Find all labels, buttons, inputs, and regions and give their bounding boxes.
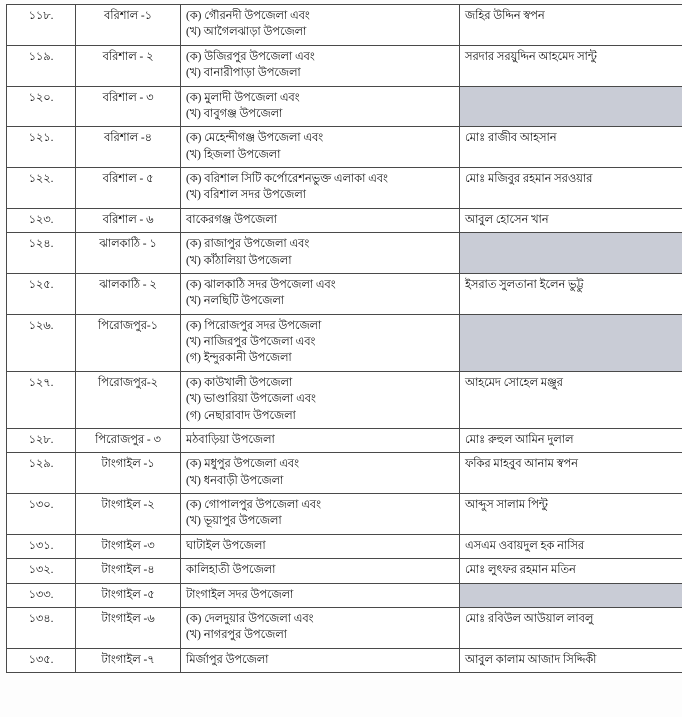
candidate-name-cell-empty	[460, 314, 682, 371]
candidate-name-cell: ফকির মাহবুব আনাম স্বপন	[460, 453, 682, 494]
constituency-table	[6, 4, 682, 673]
blank-placeholder	[465, 587, 682, 601]
area-cell	[181, 273, 460, 314]
serial-cell: ১২১.	[7, 127, 76, 168]
candidate-name-cell: মোঃ রুহুল আমিন দুলাল	[460, 428, 682, 452]
constituency-cell: বরিশাল - ৬	[76, 208, 181, 232]
serial-cell: ১২২.	[7, 168, 76, 209]
area-line: (খ) ভাণ্ডারিয়া উপজেলা এবং	[186, 393, 316, 406]
table-row	[7, 208, 682, 232]
table-row	[7, 534, 682, 558]
area-line: (ক) ঝালকাঠি সদর উপজেলা এবং	[186, 278, 336, 291]
table-row	[7, 607, 682, 648]
area-line: (ক) মধুপুর উপজেলা এবং	[186, 458, 299, 471]
table-row	[7, 314, 682, 371]
area-cell	[181, 86, 460, 127]
serial-cell: ১২৬.	[7, 314, 76, 371]
area-line: (খ) ধনবাড়ী উপজেলা	[186, 474, 284, 487]
candidate-name-cell-empty	[460, 583, 682, 607]
constituency-cell: টাংগাইল -১	[76, 453, 181, 494]
candidate-name-cell-empty	[460, 86, 682, 127]
area-line: (খ) বরিশাল সদর উপজেলা	[186, 189, 306, 202]
table-row	[7, 559, 682, 583]
serial-cell: ১১৮.	[7, 5, 76, 46]
area-line: (গ) ইন্দুরকানী উপজেলা	[186, 352, 292, 365]
candidate-name-cell: ইসরাত সুলতানা ইলেন ভুট্টু	[460, 273, 682, 314]
constituency-cell: টাংগাইল -৬	[76, 607, 181, 648]
blank-placeholder	[465, 90, 682, 104]
candidate-name-cell: জহির উদ্দিন স্বপন	[460, 5, 682, 46]
serial-cell: ১৩৩.	[7, 583, 76, 607]
serial-cell: ১২০.	[7, 86, 76, 127]
serial-cell: ১২৩.	[7, 208, 76, 232]
area-line: (খ) নলছিটি উপজেলা	[186, 295, 285, 308]
area-cell	[181, 208, 460, 232]
table-row	[7, 45, 682, 86]
serial-cell: ১২৯.	[7, 453, 76, 494]
area-cell	[181, 168, 460, 209]
candidate-name-cell: আহমেদ সোহেল মঞ্জুর	[460, 371, 682, 428]
area-cell	[181, 428, 460, 452]
constituency-cell: ঝালকাঠি - ১	[76, 233, 181, 274]
constituency-cell: টাংগাইল -৫	[76, 583, 181, 607]
serial-cell: ১২৮.	[7, 428, 76, 452]
serial-cell: ১২৪.	[7, 233, 76, 274]
area-line: মঠবাড়িয়া উপজেলা	[186, 433, 275, 446]
area-cell	[181, 453, 460, 494]
area-cell	[181, 5, 460, 46]
area-cell	[181, 559, 460, 583]
area-line: ঘাটাইল উপজেলা	[186, 539, 266, 552]
area-line: (ক) গৌরনদী উপজেলা এবং	[186, 10, 310, 22]
blank-placeholder	[465, 236, 682, 250]
area-cell	[181, 583, 460, 607]
table-row	[7, 233, 682, 274]
candidate-name-cell: মোঃ লুৎফর রহমান মতিন	[460, 559, 682, 583]
blank-placeholder	[465, 318, 682, 332]
constituency-cell: টাংগাইল -২	[76, 494, 181, 535]
candidate-name-cell: মোঃ রাজীব আহসান	[460, 127, 682, 168]
area-line: বাকেরগঞ্জ উপজেলা	[186, 213, 277, 226]
candidate-name-cell-empty	[460, 233, 682, 274]
area-line: টাংগাইল সদর উপজেলা	[186, 588, 294, 601]
candidate-name-cell: মোঃ রবিউল আউয়াল লাবলু	[460, 607, 682, 648]
area-line: (খ) বানারীপাড়া উপজেলা	[186, 67, 301, 80]
table-row	[7, 648, 682, 672]
constituency-cell: বরিশাল -৪	[76, 127, 181, 168]
area-line: (খ) হিজলা উপজেলা	[186, 148, 281, 161]
area-line: (গ) নেছারাবাদ উপজেলা	[186, 409, 296, 422]
candidate-name-cell: এসএম ওবায়দুল হক নাসির	[460, 534, 682, 558]
area-cell	[181, 233, 460, 274]
area-line: (খ) নাগরপুর উপজেলা	[186, 629, 287, 642]
area-cell	[181, 534, 460, 558]
area-line: (ক) মুলাদী উপজেলা এবং	[186, 91, 300, 104]
table-row	[7, 127, 682, 168]
area-line: (ক) রাজাপুর উপজেলা এবং	[186, 238, 310, 251]
area-line: কালিহাতী উপজেলা	[186, 564, 276, 577]
candidate-name-cell: মোঃ মজিবুর রহমান সরওয়ার	[460, 168, 682, 209]
area-line: (ক) গোপালপুর উপজেলা এবং	[186, 499, 321, 511]
serial-cell: ১৩০.	[7, 494, 76, 535]
area-line: (ক) উজিরপুর উপজেলা এবং	[186, 50, 315, 63]
table-row	[7, 371, 682, 428]
area-line: (খ) আগৈলঝাড়া উপজেলা	[186, 26, 307, 39]
serial-cell: ১৩২.	[7, 559, 76, 583]
serial-cell: ১৩১.	[7, 534, 76, 558]
area-line: (ক) কাউখালী উপজেলা	[186, 376, 293, 389]
candidate-name-cell: আবুল হোসেন খান	[460, 208, 682, 232]
area-line: (খ) ভূয়াপুর উপজেলা	[186, 515, 282, 528]
candidate-name-cell: আব্দুস সালাম পিন্টু	[460, 494, 682, 535]
area-line: (খ) কাঁঠালিয়া উপজেলা	[186, 254, 292, 267]
constituency-cell: টাংগাইল -৪	[76, 559, 181, 583]
table-row	[7, 583, 682, 607]
constituency-cell: বরিশাল - ৫	[76, 168, 181, 209]
area-line: (ক) মেহেন্দীগঞ্জ উপজেলা এবং	[186, 132, 324, 145]
constituency-cell: টাংগাইল -৭	[76, 648, 181, 672]
serial-cell: ১৩৪.	[7, 607, 76, 648]
constituency-cell: বরিশাল -১	[76, 5, 181, 46]
table-row	[7, 168, 682, 209]
table-row	[7, 453, 682, 494]
table-row	[7, 273, 682, 314]
serial-cell: ১২৫.	[7, 273, 76, 314]
table-row	[7, 428, 682, 452]
area-cell	[181, 607, 460, 648]
constituency-cell: পিরোজপুর-২	[76, 371, 181, 428]
area-cell	[181, 371, 460, 428]
serial-cell: ১৩৫.	[7, 648, 76, 672]
table-body	[7, 5, 682, 673]
area-cell	[181, 494, 460, 535]
candidate-name-cell: আবুল কালাম আজাদ সিদ্দিকী	[460, 648, 682, 672]
constituency-cell: বরিশাল - ৩	[76, 86, 181, 127]
area-line: (খ) নাজিরপুর উপজেলা এবং	[186, 336, 316, 348]
area-line: (ক) দেলদুয়ার উপজেলা এবং	[186, 612, 314, 625]
table-row	[7, 5, 682, 46]
candidate-name-cell: সরদার সরয়ুদ্দিন আহমেদ সান্টু	[460, 45, 682, 86]
table-row	[7, 494, 682, 535]
constituency-cell: পিরোজপুর - ৩	[76, 428, 181, 452]
table-row	[7, 86, 682, 127]
constituency-cell: ঝালকাঠি - ২	[76, 273, 181, 314]
area-line: মির্জাপুর উপজেলা	[186, 653, 269, 666]
area-line: (ক) পিরোজপুর সদর উপজেলা	[186, 319, 322, 332]
area-line: (খ) বাবুগঞ্জ উপজেলা	[186, 107, 283, 120]
area-cell	[181, 45, 460, 86]
area-cell	[181, 314, 460, 371]
area-line: (ক) বরিশাল সিটি কর্পোরেশনভুক্ত এলাকা এবং	[186, 173, 388, 185]
constituency-cell: টাংগাইল -৩	[76, 534, 181, 558]
area-cell	[181, 648, 460, 672]
area-cell	[181, 127, 460, 168]
serial-cell: ১২৭.	[7, 371, 76, 428]
constituency-cell: পিরোজপুর-১	[76, 314, 181, 371]
serial-cell: ১১৯.	[7, 45, 76, 86]
constituency-cell: বরিশাল - ২	[76, 45, 181, 86]
